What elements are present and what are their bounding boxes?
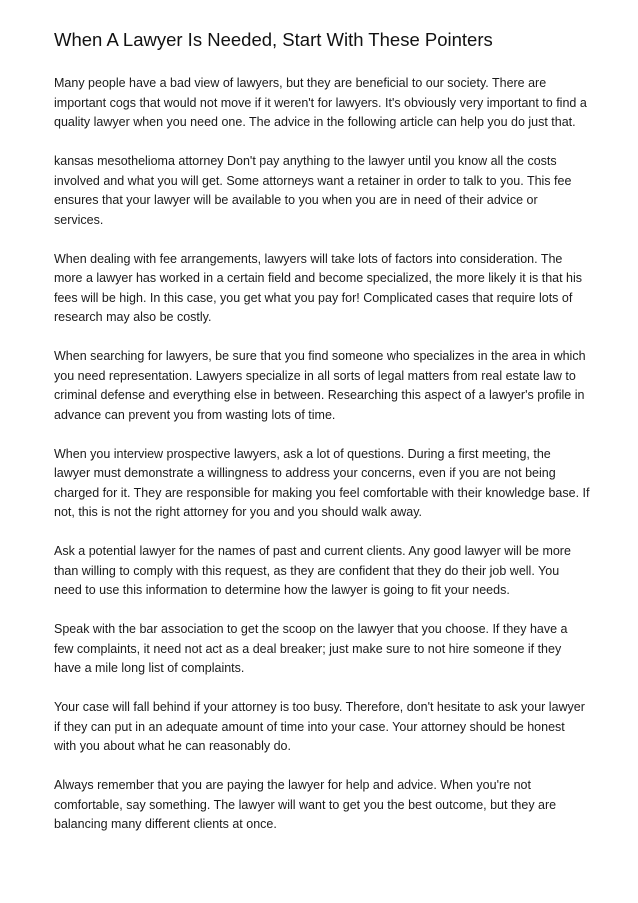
document-page [54, 28, 590, 835]
paragraph-intro: Many people have a bad view of lawyers, but they are beneficial to our society. There are important cogs that would not move if it weren't for lawyers. It's obviously very important to find a quality lawyer when you need one. The advice in the following article can help you do just that. [54, 76, 587, 129]
paragraph-references: Ask a potential lawyer for the names of past and current clients. Any good lawyer will be more than willing to comply with this request, as they are confident that they do their job well. You need to use this information to determine how the lawyer is going to fit your needs. [54, 544, 571, 597]
paragraph-interview: When you interview prospective lawyers, ask a lot of questions. During a first meeting, the lawyer must demonstrate a willingness to address your concerns, even if you are not being charged for it. They are responsible for making you feel comfortable with their knowledge base. If not, this is not the right attorney for you and you should walk away. [54, 446, 590, 519]
paragraph-costs: kansas mesothelioma attorney Don't pay anything to the lawyer until you know all the costs involved and what you will get. Some attorneys want a retainer in order to talk to you. This fee ensures that your lawyer will be available to you when you are in need of their advice or services. [54, 154, 572, 227]
paragraph-bar-association: Speak with the bar association to get the scoop on the lawyer that you choose. If they have a few complaints, it need not act as a deal breaker; just make sure to not hire someone if they have a mile long list of complaints. [54, 622, 568, 675]
document-title: When A Lawyer Is Needed, Start With These Pointers [54, 29, 493, 50]
paragraph-busy-attorney: Your case will fall behind if your attorney is too busy. Therefore, don't hesitate to ask your lawyer if they can put in an adequate amount of time into your case. Your attorney should be honest with you about what he can reasonably do. [54, 700, 585, 753]
paragraph-fee-arrangements: When dealing with fee arrangements, lawyers will take lots of factors into consideration. The more a lawyer has worked in a certain field and become specialized, the more likely it is that his fees will be high. In this case, you get what you pay for! Complicated cases that require lots of research may also be costly. [54, 251, 583, 324]
paragraph-comfort: Always remember that you are paying the lawyer for help and advice. When you're not comfortable, say something. The lawyer will want to get you the best outcome, but they are balancing many different clients at once. [54, 778, 557, 831]
paragraph-specialization: When searching for lawyers, be sure that you find someone who specializes in the area in which you need representation. Lawyers specialize in all sorts of legal matters from real estate law to criminal defense and everything else in between. Researching this aspect of a lawyer's profile in advance can prevent you from wasting lots of time. [54, 349, 586, 422]
